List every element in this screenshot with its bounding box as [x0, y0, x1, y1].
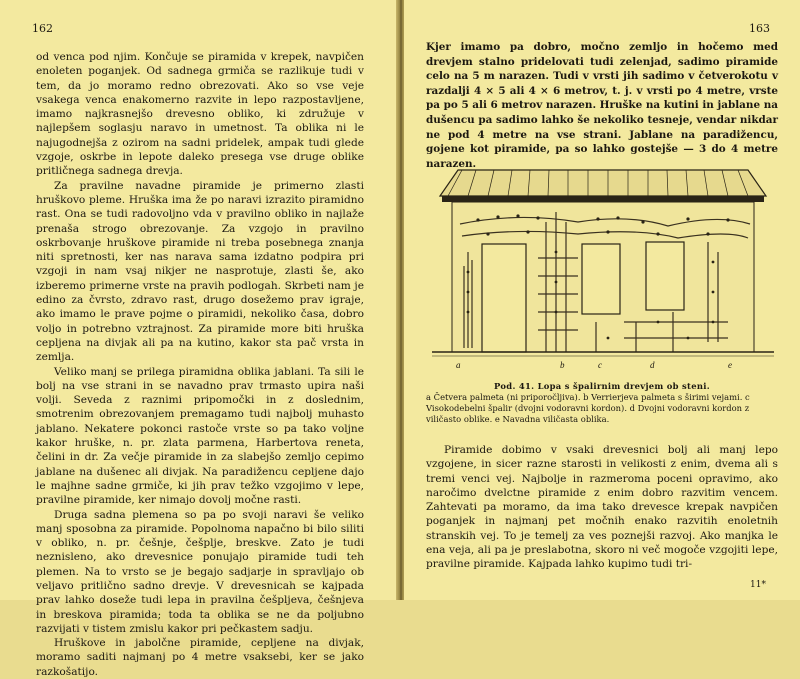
figure-label-d: d [650, 360, 655, 370]
figure-caption-title: Pod. 41. Lopa s špalirnim drevjem ob steni. [494, 381, 710, 391]
paragraph: Kjer imamo pa dobro, močno zemljo in hočemo med drevjem stalno pridelovati tudi zelenjad, sadimo piramide celo na 5 m narazen. Tudi v vrsti jih sadimo v četverokotu v razdalji 4 × 5 ali 4 × 6 metrov, t. j. v vrsti po 4 metre, vrste pa po 5 ali 6 metrov narazen. Hruške na kutini in jablane na dušencu pa sadimo lahko še nekoliko tesneje, vendar nikdar ne pod 4 metre na vse strani. Jablane na paradižencu, gojene kot piramide, pa so lahko gostejše — 3 do 4 metre narazen. [426, 41, 778, 170]
page-number-right: 163 [749, 22, 770, 35]
paragraph: Druga sadna plemena so pa po svoji naravi še veliko manj sposobna za piramide. Popolnoma napačno bi bilo siliti v obliko, n. pr. češnje, češplje, breskve. Zato je tudi neznisleno, ako drevesnice ponujajo piramide tudi teh plemen. Na to vrsto se je begajo sadjarje in spravljajo ob veljavo pritlično sadno drevje. V drevesnicah se kajpada prav lahko doseže tudi lepa in pravilna češpljeva, češnjeva in breskova piramida; toda ta oblika se ne da poljubno razvijati v tistem zmislu kakor pri pečkastem sadju. [36, 508, 364, 635]
figure-label-a: a [456, 360, 461, 370]
paragraph: Hruškove in jabolčne piramide, cepljene na divjak, moramo saditi najmanj po 4 metre vsaksebi, ker se jako razkošatijo. [36, 637, 364, 678]
figure-espalier-shed [428, 162, 778, 374]
left-page [0, 0, 398, 678]
paragraph: Veliko manj se prilega piramidna oblika jablani. Ta sili le bolj na vse strani in se navadno prav trmasto upira naši volji. Seveda z raznimi pripomočki in z doslednim, smotrenim obrezovanjem premagamo tudi najbolj muhasto jablano. Nekatere pokonci rastoče vrste so pa tako voljne kakor hruške, n. pr. zlata parmena, Harbertova reneta, čelini in dr. Za večje piramide in za slabejšo zemljo cepimo jablane na dušenec ali divjak. Na paradižencu cepljene dajo le majhne sadne grmiče, ki jih prav težko vzgojimo v lepe, pravilne piramide, ker nimajo dovolj močne rasti. [36, 365, 364, 507]
figure-label-b: b [560, 360, 565, 370]
paragraph: Za pravilne navadne piramide je primerno zlasti hruškovo pleme. Hruška ima že po naravi izrazito piramidno rast. Ona se tudi radovoljno vda v pravilno obliko in najlaže prenaša strogo obrezovanje. Za vzgojo in pravilno oskrbovanje hruškove piramide ni treba posebnega znanja niti spretnosti, ker nas narava sama izdatno podpira pri vzgoji in nam vsaj nikjer ne nasprotuje, zlasti še, ako izberemo primerne vrste na pravih podlogah. Skrbeti nam je edino za čvrsto, zdravo rast, drugo dosežemo prav igraje, ako imamo le prave pojme o piramidi, nekoliko časa, dobro voljo in potrebno vztrajnost. Za piramide more biti hruška cepljena na divjak ali pa na kutino, kakor sta pač vrsta in zemlja. [36, 179, 364, 364]
signature-mark: 11* [750, 580, 766, 590]
paragraph: od venca pod njim. Končuje se piramida v krepek, navpičen enoleten poganjek. Od sadnega grmiča se razlikuje tudi v tem, da jo moramo redno obrezovati. Ako so vse veje vsakega venca enakomerno razvite in lepo razpostavljene, imamo najkrasnejšo drevesno obliko, ki združuje v najlepšem soglasju naravo in umetnost. Ta oblika ni le najugodnejša z ozirom na sadni pridelek, ampak tudi glede vzgoje, oskrbe in lepote daleko presega vse druge oblike pritličnega sadnega drevja. [36, 51, 364, 178]
right-page-intro [426, 40, 778, 171]
paragraph: Piramide dobimo v vsaki drevesnici bolj ali manj lepo vzgojene, in sicer razne starosti in velikosti z enim, dvema ali s tremi venci vej. Najbolje in razmeroma poceni opravimo, ako naročimo dvelctne piramide z enim dobro razvitim vencem. Zahtevati pa moramo, da ima tako drevesce krepak navpičen poganjek in najmanj pet močnih enako razvitih enoletnih stranskih vej. To je temelj za ves poznejši razvoj. Ako manjka le ena veja, ali pa je preslabotna, skoro ni več mogoče vzgojiti lepe, pravilne piramide. Kajpada lahko kupimo tudi tri- [426, 444, 778, 571]
right-page-text [426, 443, 778, 572]
right-page [404, 0, 800, 600]
page-number-left: 162 [32, 22, 53, 35]
figure-caption-body: a Četvera palmeta (ni priporočljiva). b Verrierjeva palmeta s širimi vejami. c Visokodebelni špalir (dvojni vodoravni kordon). d Dvojni vodoravni kordon z viličasto oblike. e Navadna viličasta oblika. [426, 392, 750, 424]
figure-caption [426, 381, 778, 425]
left-page-text [36, 50, 364, 679]
figure-label-c: c [598, 360, 602, 370]
figure-label-e: e [728, 360, 732, 370]
